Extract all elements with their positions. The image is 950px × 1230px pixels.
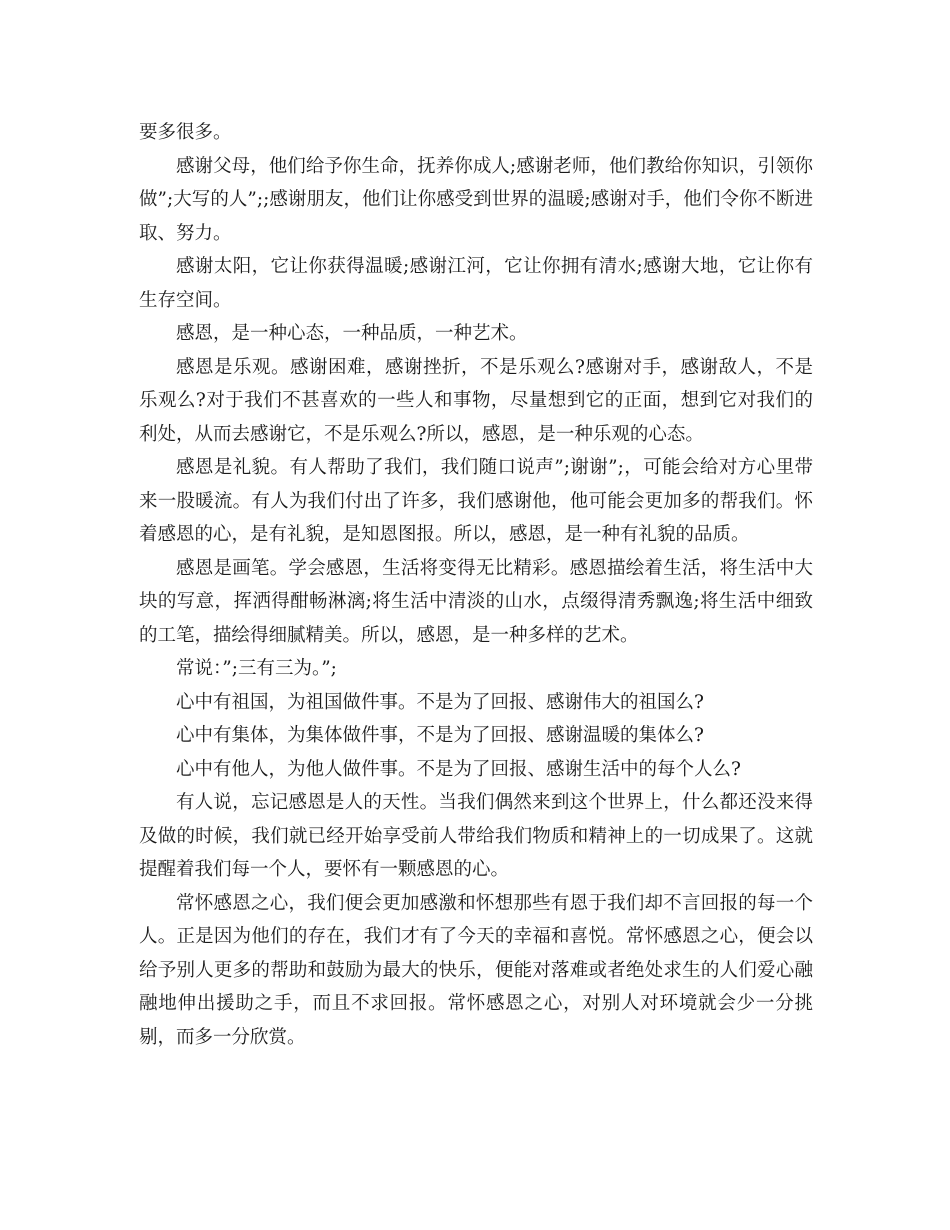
paragraph-gratitude-definition: 感恩，是一种心态，一种品质，一种艺术。: [176, 323, 528, 344]
paragraph-continuation: 要多很多。: [139, 122, 232, 143]
paragraph-thank-nature: 感谢太阳，它让你获得温暖;感谢江河，它让你拥有清水;感谢大地，它让你有生存空间。: [139, 256, 813, 311]
paragraph-gratitude-optimism: 感恩是乐观。感谢困难，感谢挫折，不是乐观么?感谢对手，感谢敌人，不是乐观么?对于我们不甚喜欢的一些人和事物，尽量想到它的正面，想到它对我们的利处，从而去感谢它，不是乐观么?所以，感恩，是一种乐观的心态。: [139, 356, 813, 445]
paragraph-gratitude-brush: 感恩是画笔。学会感恩，生活将变得无比精彩。感恩描绘着生活，将生活中大块的写意，挥洒得酣畅淋漓;将生活中清淡的山水，点缀得清秀飘逸;将生活中细致的工笔，描绘得细腻精美。所以，感恩，是一种多样的艺术。: [139, 557, 813, 646]
paragraph-motherland: 心中有祖国，为祖国做件事。不是为了回报、感谢伟大的祖国么?: [176, 691, 704, 713]
paragraph-grateful-heart: 常怀感恩之心，我们便会更加感激和怀想那些有恩于我们却不言回报的每一个人。正是因为他们的存在，我们才有了今天的幸福和喜悦。常怀感恩之心，便会以给予别人更多的帮助和鼓励为最大的快乐，便能对落难或者绝处求生的人们爱心融融地伸出援助之手，而且不求回报。常怀感恩之心，对别人对环境就会少一分挑剔，而多一分欣赏。: [139, 892, 813, 1048]
body-text: [139, 116, 813, 1054]
paragraph-human-nature: 有人说，忘记感恩是人的天性。当我们偶然来到这个世界上，什么都还没来得及做的时候，我们就已经开始享受前人带给我们物质和精神上的一切成果了。这就提醒着我们每一个人，要怀有一颗感恩的心。: [139, 792, 813, 880]
paragraph-gratitude-politeness: 感恩是礼貌。有人帮助了我们，我们随口说声”;谢谢”;，可能会给对方心里带来一股暖流。有人为我们付出了许多，我们感谢他，他可能会更加多的帮我们。怀着感恩的心，是有礼貌，是知恩图报。所以，感恩，是一种有礼貌的品质。: [139, 457, 813, 545]
paragraph-common-saying: 常说：”;三有三为。”;: [176, 658, 337, 679]
paragraph-others: 心中有他人，为他人做件事。不是为了回报、感谢生活中的每个人么?: [176, 758, 741, 780]
paragraph-thank-parents: 感谢父母，他们给予你生命，抚养你成人;感谢老师，他们教给你知识，引领你做”;大写的人”;;感谢朋友，他们让你感受到世界的温暖;感谢对手，他们令你不断进取、努力。: [139, 155, 813, 244]
paragraph-collective: 心中有集体，为集体做件事，不是为了回报、感谢温暖的集体么?: [176, 725, 704, 746]
